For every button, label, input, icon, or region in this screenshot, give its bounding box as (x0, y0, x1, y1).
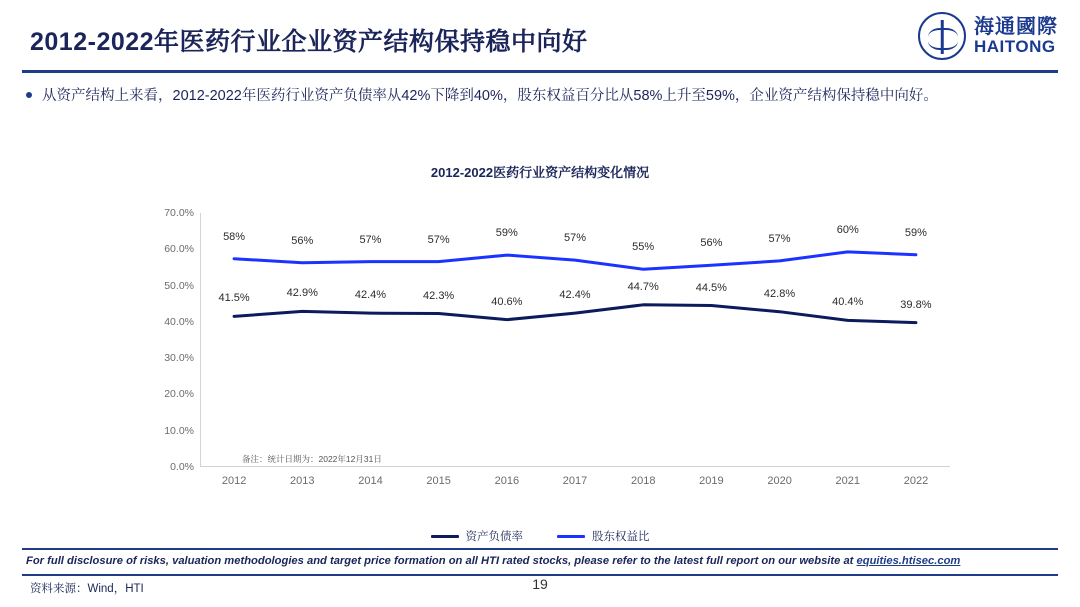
data-label: 60% (836, 223, 859, 236)
plot-area (200, 213, 950, 467)
x-tick-label: 2017 (562, 475, 588, 487)
x-tick-label: 2013 (290, 475, 315, 487)
data-label: 42.3% (423, 289, 455, 302)
chart-container (130, 205, 960, 525)
disclaimer-text (26, 555, 1056, 567)
legend-item (431, 528, 524, 544)
legend-swatch (431, 535, 459, 538)
x-tick-label: 2012 (221, 475, 247, 487)
data-label: 40.4% (832, 296, 864, 309)
chart-series-lines (200, 213, 950, 467)
y-tick-label: 20.0% (164, 388, 194, 401)
y-tick-label: 30.0% (164, 352, 194, 365)
page-title: 2012-2022年医药行业企业资产结构保持稳中向好 (30, 28, 588, 56)
data-label: 42.9% (286, 287, 318, 300)
disclaimer-link[interactable]: equities.htisec.com (856, 555, 961, 567)
x-tick-label: 2022 (903, 475, 929, 487)
x-tick-label: 2020 (767, 475, 792, 487)
page-number: 19 (532, 576, 548, 592)
slide-header (0, 0, 1080, 76)
series-line (234, 305, 916, 323)
footer-divider-top (22, 548, 1058, 550)
bullet-paragraph (26, 84, 1056, 109)
data-label: 55% (632, 241, 655, 254)
legend-swatch (557, 535, 585, 538)
data-label: 57% (768, 232, 791, 245)
brand-logo (918, 12, 1058, 60)
data-label: 40.6% (491, 295, 523, 308)
legend-item (557, 528, 650, 544)
data-label: 44.5% (695, 281, 727, 294)
data-label: 56% (291, 234, 314, 247)
data-label: 39.8% (900, 298, 932, 311)
y-tick-label: 10.0% (164, 424, 194, 437)
series-line (234, 252, 916, 269)
data-label: 59% (495, 227, 518, 240)
data-label: 44.7% (627, 280, 659, 293)
data-label: 41.5% (218, 292, 250, 305)
x-tick-label: 2015 (426, 475, 451, 487)
x-tick-label: 2019 (699, 475, 724, 487)
chart-title: 2012-2022医药行业资产结构变化情况 (430, 165, 650, 180)
x-tick-label: 2016 (494, 475, 520, 487)
y-tick-label: 0.0% (170, 461, 194, 473)
x-tick-label: 2014 (358, 475, 383, 487)
y-tick-label: 50.0% (164, 279, 194, 292)
chart-legend (0, 528, 1080, 544)
y-tick-label: 40.0% (164, 315, 194, 328)
data-label: 58% (223, 230, 246, 243)
data-label: 57% (359, 233, 382, 246)
logo-label-en: HAITONG (974, 36, 1056, 56)
x-tick-label: 2021 (835, 475, 861, 487)
x-tick-label: 2018 (630, 475, 656, 487)
logo-label-cn: 海通國際 (974, 15, 1058, 38)
data-label: 59% (904, 226, 927, 239)
chart-note: 备注：统计日期为：2022年12月31日 (242, 454, 382, 464)
source-note: 资料来源：Wind，HTI (30, 583, 144, 595)
data-label: 56% (700, 237, 723, 250)
data-label: 57% (563, 232, 587, 245)
x-axis-labels (200, 475, 950, 495)
disclaimer-prefix: For full disclosure of risks, valuation methodologies and target price formation on all HTI rated stocks, please refer to the latest full report on our website at (26, 555, 857, 567)
logo-text (974, 17, 1058, 56)
data-label: 42.4% (559, 289, 591, 302)
data-label: 42.4% (354, 289, 387, 302)
y-tick-label: 70.0% (164, 207, 194, 219)
legend-label: 资产负债率 (465, 531, 523, 543)
y-tick-label: 60.0% (164, 243, 194, 256)
bullet-dot-icon (26, 92, 32, 98)
data-label: 42.8% (763, 287, 796, 300)
bullet-text: 从资产结构上来看，2012-2022年医药行业资产负债率从42%下降到40%，股东权益百分比从58%上升至59%，企业资产结构保持稳中向好。 (42, 88, 938, 104)
haitong-circle-logo-icon (918, 12, 966, 60)
header-divider (22, 70, 1058, 73)
legend-label: 股东权益比 (592, 531, 650, 543)
data-label: 57% (427, 233, 450, 246)
